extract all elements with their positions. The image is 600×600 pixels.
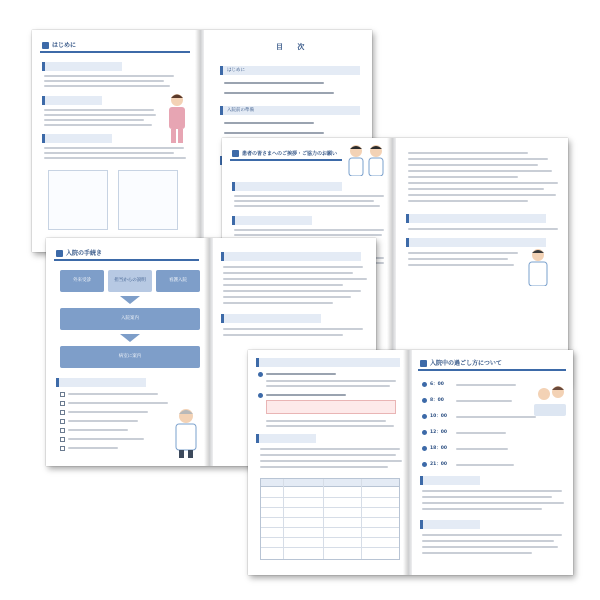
section-title: 患者の皆さまへのご挨拶・ご協力のお願い [230, 148, 342, 161]
sub-heading [221, 314, 321, 323]
schedule-time: 18：00 [430, 446, 448, 451]
fee-table [260, 478, 400, 560]
left-page [46, 238, 209, 466]
sub-heading [232, 182, 342, 191]
sub-heading [42, 134, 112, 143]
flow-arrow [120, 334, 140, 342]
flow-step-outpatient: 外来受診 [60, 270, 104, 292]
right-page [396, 138, 568, 384]
doctor-illustration [520, 246, 556, 286]
notice-box [266, 400, 396, 414]
brochure-spread-4 [248, 350, 573, 575]
section-title: 入院中の過ごし方について [418, 358, 566, 371]
left-page [248, 350, 408, 575]
sub-heading [42, 62, 122, 71]
left-page [32, 30, 200, 252]
staff-illustration [344, 142, 388, 176]
flow-step-nursing: 看護入院 [156, 270, 200, 292]
sub-heading [221, 252, 361, 261]
section-title: はじめに [40, 40, 190, 53]
info-box-left [48, 170, 108, 230]
schedule-time: 12：00 [430, 430, 448, 435]
flow-step-room: 病室に案内 [60, 346, 200, 368]
sub-heading [232, 216, 312, 225]
toc-title: 目 次 [276, 43, 311, 51]
doctor-illustration [168, 406, 204, 458]
sub-heading [256, 434, 316, 443]
schedule-time: 21：00 [430, 462, 448, 467]
sub-heading [406, 214, 546, 223]
right-page [412, 350, 573, 575]
toc-section: 入院前の準備 [220, 106, 360, 115]
sub-heading [42, 96, 102, 105]
schedule-time: 6：00 [430, 382, 444, 387]
sub-heading [256, 358, 400, 367]
schedule-time: 8：00 [430, 398, 444, 403]
info-box-right [118, 170, 178, 230]
flow-step-explanation: 担当からの説明 [108, 270, 152, 292]
section-title: 入院の手続き [54, 248, 199, 261]
sub-heading [420, 476, 480, 485]
nurse-illustration [160, 90, 194, 146]
flow-arrow [120, 296, 140, 304]
schedule-time: 10：00 [430, 414, 448, 419]
flow-step-admission-guide: 入院案内 [60, 308, 200, 330]
patient-illustration [532, 380, 568, 420]
sub-heading [420, 520, 480, 529]
sub-heading [56, 378, 146, 387]
toc-section: はじめに [220, 66, 360, 75]
